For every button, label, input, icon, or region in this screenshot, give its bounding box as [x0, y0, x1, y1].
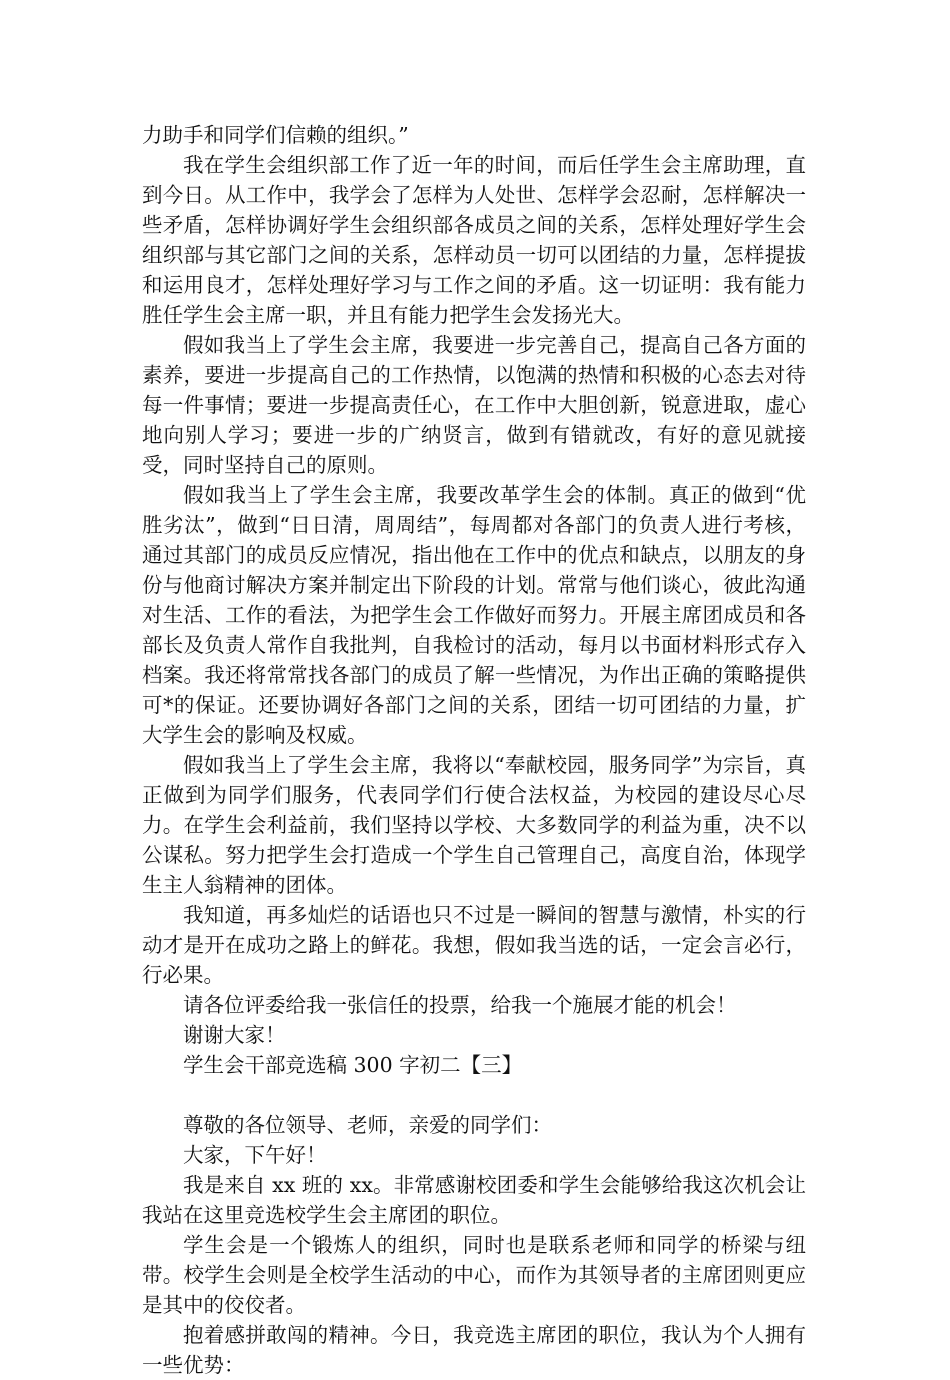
paragraph: 假如我当上了学生会主席，我将以“奉献校园，服务同学”为宗旨，真正做到为同学们服务，代表同学们行使合法权益，为校园的建设尽心尽力。在学生会利益前，我们坚持以学校、大多数同学的利益为重，决不以公谋私。努力把学生会打造成一个学生自己管理自己，高度自治，体现学生主人翁精神的团体。: [142, 753, 806, 897]
paragraph: 请各位评委给我一张信任的投票，给我一个施展才能的机会！: [183, 993, 737, 1017]
paragraph: 抱着感拼敢闯的精神。今日，我竞选主席团的职位，我认为个人拥有一些优势：: [142, 1323, 806, 1377]
paragraph: 假如我当上了学生会主席，我要改革学生会的体制。真正的做到“优胜劣汰”，做到“日日清，周周结”，每周都对各部门的负责人进行考核，通过其部门的成员反应情况，指出他在工作中的优点和缺点，以朋友的身份与他商讨解决方案并制定出下阶段的计划。常常与他们谈心，彼此沟通对生活、工作的看法，为把学生会工作做好而努力。开展主席团成员和各部长及负责人常作自我批判，自我检讨的活动，每月以书面材料形式存入档案。我还将常常找各部门的成员了解一些情况，为作出正确的策略提供可*的保证。还要协调好各部门之间的关系，团结一切可团结的力量，扩大学生会的影响及权威。: [142, 483, 806, 747]
paragraph: 我在学生会组织部工作了近一年的时间，而后任学生会主席助理，直到今日。从工作中，我学会了怎样为人处世、怎样学会忍耐，怎样解决一些矛盾，怎样协调好学生会组织部各成员之间的关系，怎样处理好学生会组织部与其它部门之间的关系，怎样动员一切可以团结的力量，怎样提拔和运用良才，怎样处理好学习与工作之间的矛盾。这一切证明：我有能力胜任学生会主席一职，并且有能力把学生会发扬光大。: [142, 153, 806, 327]
section-heading: 学生会干部竞选稿 300 字初二【三】: [183, 1053, 523, 1077]
salutation: 尊敬的各位领导、老师，亲爱的同学们：: [183, 1113, 552, 1137]
paragraph: 我知道，再多灿烂的话语也只不过是一瞬间的智慧与激情，朴实的行动才是开在成功之路上的鲜花。我想，假如我当选的话，一定会言必行，行必果。: [142, 903, 806, 987]
paragraph: 假如我当上了学生会主席，我要进一步完善自己，提高自己各方面的素养，要进一步提高自己的工作热情，以饱满的热情和积极的心态去对待每一件事情；要进一步提高责任心，在工作中大胆创新，锐意进取，虚心地向别人学习；要进一步的广纳贤言，做到有错就改，有好的意见就接受，同时坚持自己的原则。: [142, 333, 806, 477]
paragraph: 我是来自 xx 班的 xx。非常感谢校团委和学生会能够给我这次机会让我站在这里竞选校学生会主席团的职位。: [142, 1173, 806, 1227]
greeting: 大家，下午好！: [183, 1143, 327, 1167]
blank-line: [142, 1080, 806, 1110]
document-page: [142, 120, 806, 1380]
paragraph: 学生会是一个锻炼人的组织，同时也是联系老师和同学的桥梁与纽带。校学生会则是全校学生活动的中心，而作为其领导者的主席团则更应是其中的佼佼者。: [142, 1233, 806, 1317]
paragraph: 谢谢大家！: [183, 1023, 286, 1047]
paragraph: 力助手和同学们信赖的组织。”: [142, 123, 409, 147]
